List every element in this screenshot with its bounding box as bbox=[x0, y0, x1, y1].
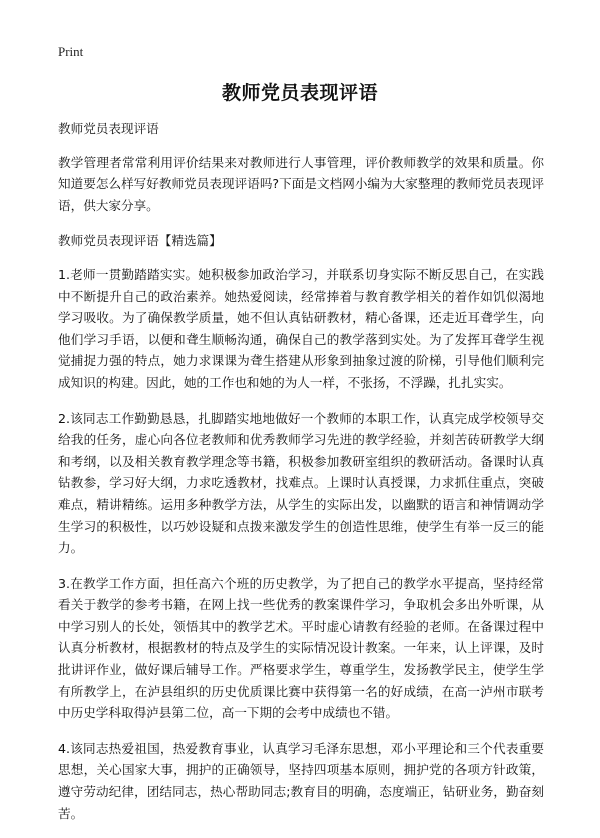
comment-item-3: 3.在教学工作方面，担任高六个班的历史教学，为了把自己的教学水平提高，坚持经常看关于教学的参考书籍，在网上找一些优秀的教案课件学习，争取机会多出外听课，从中学习别人的长处，领悟其中的教学艺术。平时虚心请教有经验的老师。在备课过程中认真分析教材，根据教材的特点及学生的实际情况设计教案。一年来，认上评课，及时批讲评作业，做好课后辅导工作。严格要求学生，尊重学生，发扬教学民主，使学生学有所教学上，在泸县组织的历史优质课比赛中获得第一名的好成绩，在高一泸州市联考中历史学科取得泸县第二位，高一下期的会考中成绩也不错。 bbox=[58, 575, 544, 721]
comment-item-2: 2.该同志工作勤勤恳恳，扎脚踏实地地做好一个教师的本职工作，认真完成学校领导交给我的任务，虚心向各位老教师和优秀教师学习先进的教学经验，并刻苦砖研教学大纲和考纲，以及相关教育教学理念等书籍，积极参加教研室组织的教研活动。备课时认真钻教参，学习好大纲，力求吃透教材，找难点。上课时认真授课，力求抓住重点，突破难点，精讲精练。运用多种教学方法，从学生的实际出发，以幽默的语言和神情调动学生学习的积极性，以巧妙设疑和点拨来激发学生的创造性思维，使学生有举一反三的能力。 bbox=[58, 410, 544, 556]
document-body bbox=[58, 118, 544, 838]
intro-paragraph: 教学管理者常常利用评价结果来对教师进行人事管理，评价教师教学的效果和质量。你知道要怎么样写好教师党员表现评语吗?下面是文档网小编为大家整理的教师党员表现评语，供大家分享。 bbox=[58, 154, 544, 213]
document-title: 教师党员表现评语 bbox=[221, 82, 378, 104]
document-subtitle: 教师党员表现评语 bbox=[58, 121, 159, 136]
comment-item-4: 4.该同志热爱祖国，热爱教育事业，认真学习毛泽东思想，邓小平理论和三个代表重要思想，关心国家大事，拥护的正确领导，坚持四项基本原则，拥护党的各项方针政策，遵守劳动纪律，团结同志，热心帮助同志;教育目的明确，态度端正，钻研业务，勤奋刻苦。 bbox=[58, 740, 544, 821]
section-title: 教师党员表现评语【精选篇】 bbox=[58, 233, 222, 249]
print-link[interactable]: Print bbox=[58, 44, 84, 59]
comment-item-1: 1.老师一贯勤踏踏实实。她积极参加政治学习，并联系切身实际不断反思自己，在实践中不断提升自己的政治素养。她热爱阅读，经常捧着与教育教学相关的着作如饥似渴地学习吸收。为了确保教学质量，她不但认真钻研教材，精心备课，还走近耳聋学生，向他们学习手语，以便和聋生顺畅沟通，确保自己的教学落到实处。为了发挥耳聋学生视觉捕捉力强的特点，她力求课课为聋生搭建从形象到抽象过渡的阶梯，引导他们顺利完成知识的构建。因此，她的工作也和她的为人一样，不张扬，不浮躁，扎扎实实。 bbox=[58, 266, 544, 390]
